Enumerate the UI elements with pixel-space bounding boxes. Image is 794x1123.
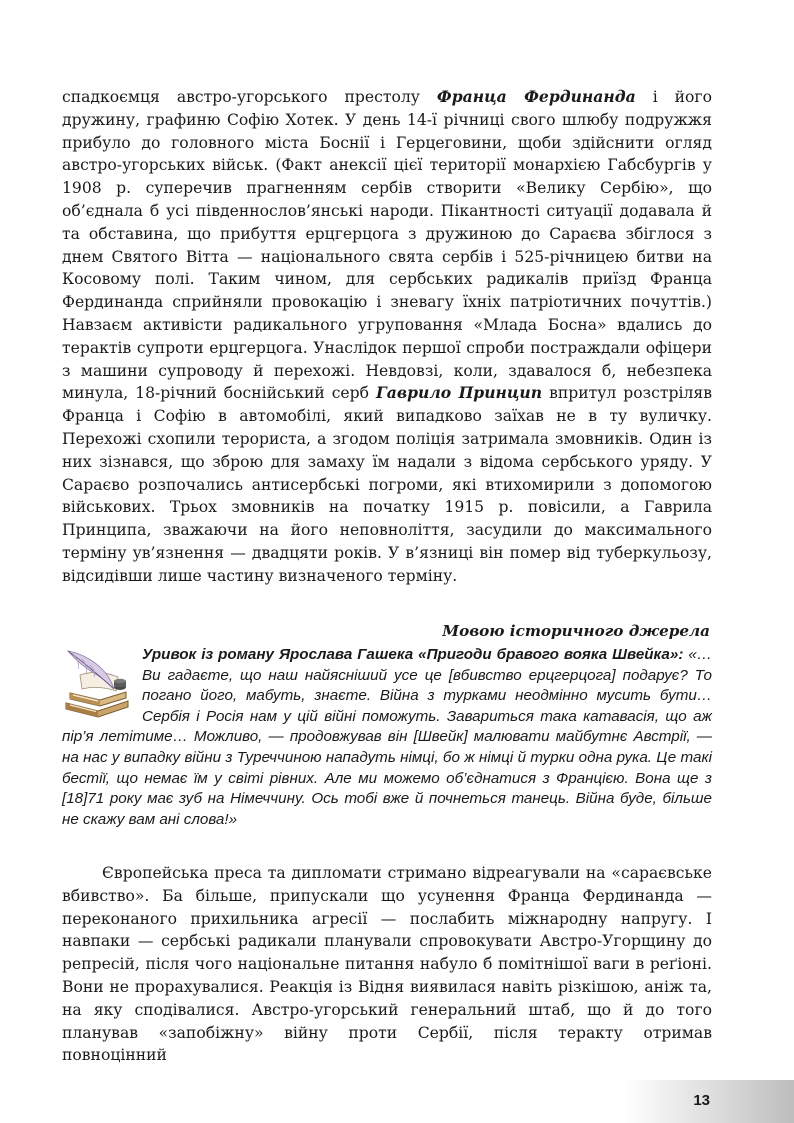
quote-source-title: Уривок із роману Ярослава Гашека «Пригоди бравого вояка Швейка»: — [142, 646, 684, 663]
historical-source-heading: Мовою історичного джерела — [442, 622, 710, 640]
paragraph-1-text-b: і його дружину, графиню Софію Хотек. У день 14-ї річниці свого шлюбу подружжя прибуло до головного міста Боснії і Герцеговини, щоби здійснити огляд австро-угорських військ. (Факт анексії цієї території монархією Габсбургів у 1908 р. суперечив прагненням сербів створити «Велику Сербію», що об’єднала б усі південнослов’янські народи. Пікантності ситуації додавала й та обставина, що прибуття ерцгерцога з дружиною до Сараєва збіглося з днем Святого Вітта — національного свята сербів і 525-річницею битви на Косовому полі. Таким чином, для сербських радикалів приїзд Франца Фердинанда сприйняли провокацію і зневагу їхніх патріотичних почуттів.) Навзаєм активісти радикального угруповання «Млада Босна» вдались до терактів супроти ерцгерцога. Унаслідок першої спроби постраждали офіцери з машини супроводу й перехожі. Невдовзі, коли, здавалося б, небезпека минула, 18-річний боснійський серб — [62, 88, 712, 403]
name-gavrilo-princip: Гаврило Принцип — [375, 383, 543, 403]
page-number: 13 — [693, 1092, 710, 1109]
quote-text: «…Ви гадаєте, що наш найясніший усе це [вбивство ерцгерцога] подарує? То погано його, мабуть, знаєте. Війна з турками неодмінно мусить бути… Сербія і Росія нам у цій війні поможуть. Завариться така катавасія, що аж пір’я летітиме… Можливо, — продовжував він [Швейк] малювати майбутнє Австрії, — на нас у випадку війни з Туреччиною нападуть німці, бо ж німці й турки одна рука. Це такі бестії, що немає їм у світі рівних. Але ми можемо об’єднатися з Францією. Вона ще з [18]71 року має зуб на Німеччину. Ось тобі вже й почнеться танець. Війна буде, більше не скажу вам ані слова!» — [62, 646, 712, 828]
body-paragraph-1 — [62, 86, 712, 588]
paragraph-1-text-a: спадкоємця австро-угорського престолу — [62, 88, 437, 106]
quill-and-books-icon — [58, 645, 136, 723]
paragraph-1-text-c: впритул розстріляв Франца і Софію в автомобілі, який випадково заїхав не в ту вуличку. Перехожі схопили терориста, а згодом поліція затримала змовників. Один із них зізнався, що зброю для замаху їм надали з відома сербського уряду. У Сараєво розпочались антисербські погроми, які втихомирили з допомогою військових. Трьох змовників на початку 1915 р. повісили, а Гаврила Принципа, зважаючи на його неповноліття, засудили до максимального терміну ув’язнення — двадцяти років. У в’язниці він помер від туберкульозу, відсидівши лише частину визначеного терміну. — [62, 384, 712, 585]
name-franz-ferdinand: Франца Фердинанда — [436, 87, 636, 106]
body-paragraph-2: Європейська преса та дипломати стримано відреагували на «сараєвське вбивство». Ба більше, припускали що усунення Франца Фердинанда — переконаного прихильника агресії — послабить міжнародну напругу. І навпаки — сербські радикали планували спровокувати Австро-Угорщину до репресій, після чого національне питання набуло б помітнішої ваги в реґіоні. Вони не прорахувалися. Реакція із Відня виявилася навіть різкішою, аніж та, на яку сподівалися. Австро-угорський генеральний штаб, що й до того планував «запобіжну» війну проти Сербії, після теракту отримав повноцінний — [62, 864, 712, 1065]
historical-source-quote — [62, 645, 712, 830]
